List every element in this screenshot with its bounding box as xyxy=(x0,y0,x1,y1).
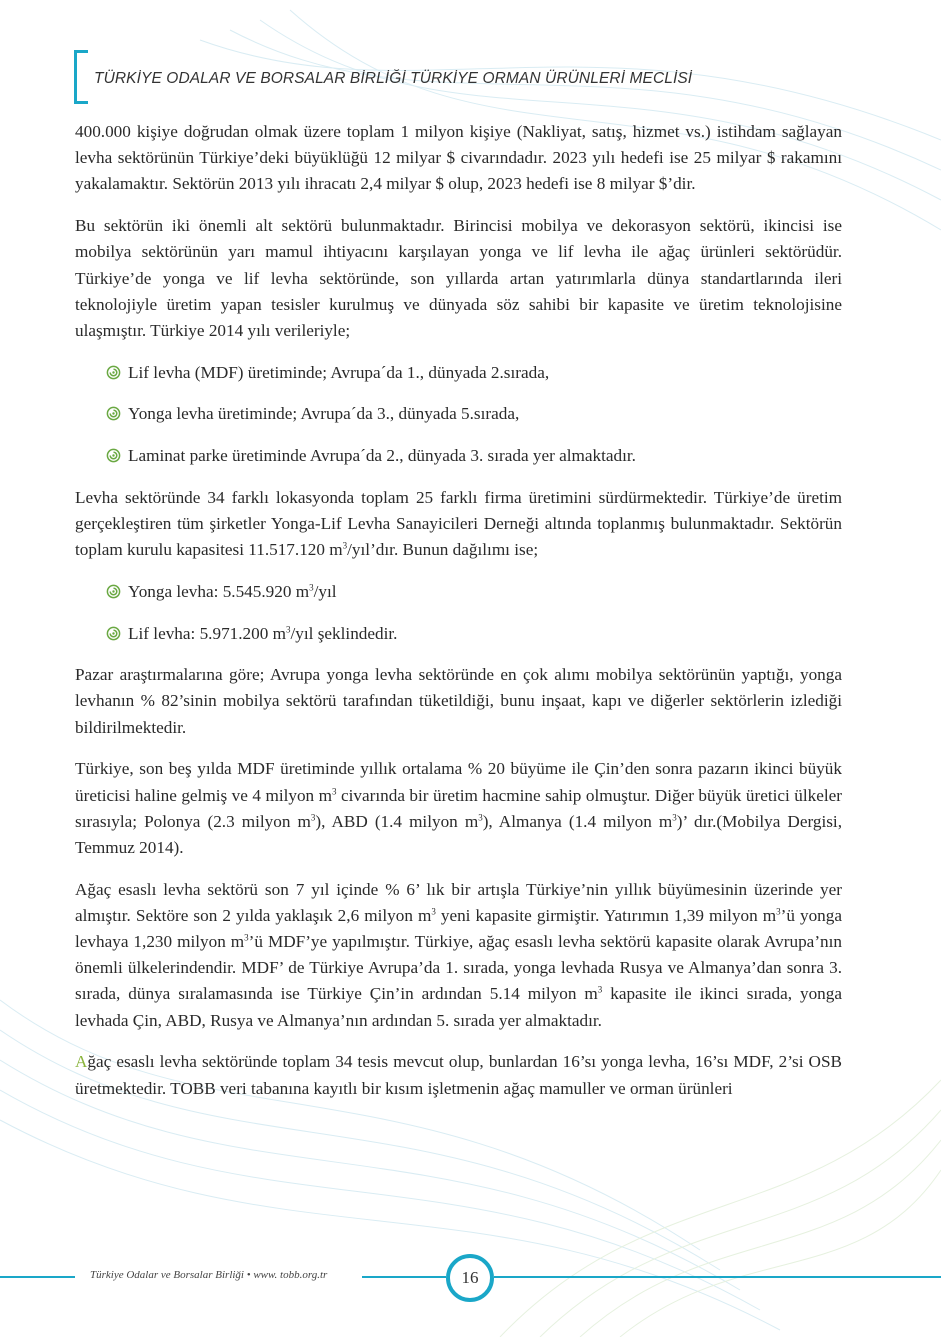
list-item-text: Yonga levha: 5.545.920 $m^3$/yıl xyxy=(128,581,337,601)
list-item xyxy=(106,401,842,427)
spiral-leaf-icon xyxy=(106,626,121,641)
list-item xyxy=(106,443,842,469)
list-item xyxy=(106,579,842,605)
footer-divider xyxy=(362,1276,446,1278)
footer-divider xyxy=(494,1276,941,1278)
footer-text: Türkiye Odalar ve Borsalar Birliği • www. tobb.org.tr xyxy=(90,1269,328,1281)
paragraph: 400.000 kişiye doğrudan olmak üzere toplam 1 milyon kişiye (Nakliyat, satış, hizmet vs.) istihdam sağlayan levha sektörünün Türkiye’deki büyüklüğü 12 milyar $ civarındadır. 2023 yılı hedefi ise 25 milyar $ rakamını yakalamaktır. Sektörün 2013 yılı ihracatı 2,4 milyar $ olup, 2023 hedefi ise 8 milyar $’dir. xyxy=(75,122,842,194)
spiral-leaf-icon xyxy=(106,365,121,380)
list-item xyxy=(106,360,842,386)
page-number: 16 xyxy=(446,1254,494,1302)
paragraph: Levha sektöründe 34 farklı lokasyonda toplam 25 farklı firma üretimini sürdürmektedir. Türkiye’de üretim gerçekleştiren tüm şirketler Yonga-Lif Levha Sanayicileri Derneği altında toplanmış bulunmaktadır. Sektörün toplam kurulu kapasitesi 11.517.120 $m^3/yıl’dır$. Bunun dağılımı ise; xyxy=(75,487,842,560)
spiral-leaf-icon xyxy=(106,584,121,599)
spiral-leaf-icon xyxy=(106,406,121,421)
paragraph: Bu sektörün iki önemli alt sektörü bulunmaktadır. Birincisi mobilya ve dekorasyon sektörü, ikincisi ise mobilya sektörünün yarı mamul ihtiyacını karşılayan yonga ve lif levha ile ağaç ürünleri sektörüdür. Türkiye’de yonga ve lif levha sektöründe, son yıllarda artan yatırımlarla dünya standartlarında ileri teknolojiyle üretim yapan tesisler kurulmuş ve dünyada söz sahibi bir kapasite ve üretim teknolojisine ulaşmıştır. Türkiye 2014 yılı verileriyle; xyxy=(75,216,842,340)
paragraph: Türkiye, son beş yılda MDF üretiminde yıllık ortalama % 20 büyüme ile Çin’den sonra pazarın ikinci büyük üreticisi haline gelmiş ve 4 milyon $m^3$ civarında bir üretim hacmine sahip olmuştur. Diğer büyük üretici ülkeler sırasıyla; Polonya (2.3 milyon $m^3$), ABD (1.4 milyon $m^3$), Almanya (1.4 milyon $m^3$)’ dır.(Mobilya Dergisi, Temmuz 2014). xyxy=(75,759,842,857)
header-title: TÜRKİYE ODALAR VE BORSALAR BİRLİĞİ TÜRKİYE ORMAN ÜRÜNLERİ MECLİSİ xyxy=(94,70,693,87)
paragraph: Ağaç esaslı levha sektöründe toplam 34 tesis mevcut olup, bunlardan 16’sı yonga levha, 16’sı MDF, 2’si OSB üretmektedir. TOBB veri tabanına kayıtlı bir kısım işletmenin ağaç mamuller ve orman ürünleri xyxy=(75,1052,842,1098)
list-item-text: Laminat parke üretiminde Avrupa´da 2., dünyada 3. sırada yer almaktadır. xyxy=(128,446,636,466)
bracket-icon xyxy=(74,50,88,104)
page-footer xyxy=(0,1256,941,1304)
list-item xyxy=(106,621,842,647)
document-body xyxy=(75,119,842,1117)
paragraph: Ağaç esaslı levha sektörü son 7 yıl içinde % 6’ lık bir artışla Türkiye’nin yıllık büyümesinin üzerinde yer almıştır. Sektöre son 2 yılda yaklaşık 2,6 milyon $m^3$ yeni kapasite girmiştir. Yatırımın 1,39 milyon $m^3’ü$ yonga levhaya 1,230 milyon $m^3’ü$ MDF’ye yapılmıştır. Türkiye, ağaç esaslı levha sektörü kapasite olarak Avrupa’nın önemli ülkelerindendir. MDF’ de Türkiye Avrupa’da 1. sırada, yonga levhada Rusya ve Almanya’dan sonra 3. sırada, dünya sıralamasında ise Türkiye Çin’in ardından 5.14 milyon $m^3$ kapasite ile ikinci sırada, yonga levhada Çin, ABD, Rusya ve Almanya’nın ardından 5. sırada yer almaktadır. xyxy=(75,879,843,1030)
drop-initial: A xyxy=(75,1052,88,1072)
list-item-text: Lif levha (MDF) üretiminde; Avrupa´da 1., dünyada 2.sırada, xyxy=(128,362,550,382)
spiral-leaf-icon xyxy=(106,448,121,463)
footer-divider xyxy=(0,1276,75,1278)
list-item-text: Lif levha: 5.971.200 $m^3$/yıl şeklindedir. xyxy=(128,623,398,643)
paragraph: Pazar araştırmalarına göre; Avrupa yonga levha sektöründe en çok alımı mobilya sektörünün yaptığı, yonga levhanın % 82’sinin mobilya sektörü tarafından tüketildiği, bunu inşaat, kapı ve diğerler sektörlerin izlediği bildirilmektedir. xyxy=(75,665,842,737)
list-item-text: Yonga levha üretiminde; Avrupa´da 3., dünyada 5.sırada, xyxy=(128,404,520,424)
